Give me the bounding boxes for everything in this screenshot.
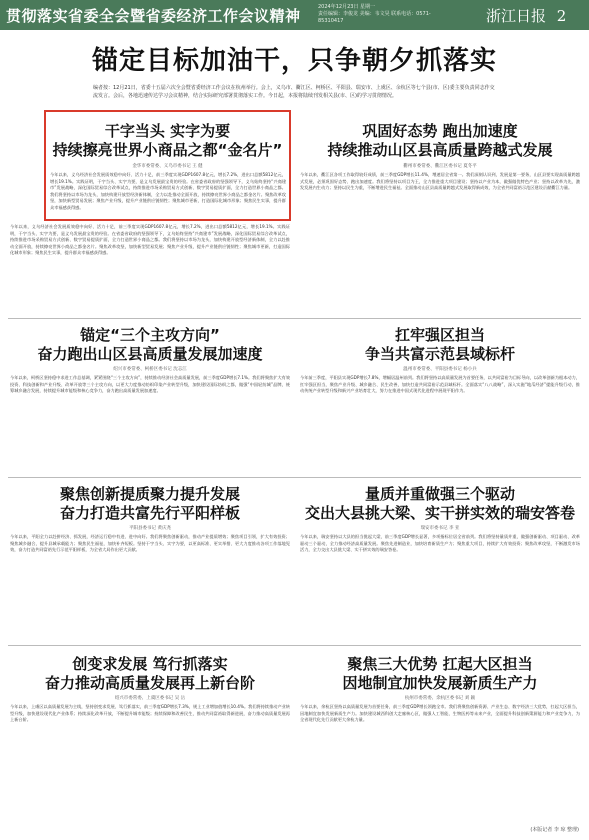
article-yiwu-body-cont: 今年以来，义乌经济社会发展质效稳中向好、活力十足，前三季度实现GDP1607.8亿元，增长7.2%，进出口总额5812亿元，增长19.1%。实践证明，干字当头、实字为要，是义乌发展最宝贵的经验。在省委省政府的坚强领导下，义乌始终坚持“兴商建市”发展战略，深化国际贸易综合改革试点，持续推进市场采购贸易方式创新、数字贸易提质扩面，全力打造世界小商品之都。我们将坚持以市场为龙头，加快构建开放型经济新体制，全力以赴推动全面开放，持续擦亮世界小商品之都金名片。聚焦改革攻坚，加快新型贸易发展；聚焦产业升级，提升产业链供应链韧性；聚焦城市更新，打造国际化城市形象；聚焦民生实事，提升群众幸福感获得感。 xyxy=(10,224,290,256)
article-qujiang-body: 今年以来，衢江区各项工作取得较好成绩，前三季度GDP增长11.4%，增速居全省第一。我们深刻认识到，发展是第一要务，山区县要实现高质量跨越式发展，必须巩固好态势、跑出加速度。我们将坚持以项目为王，全力推进重大项目建设；坚持以产业为本，做强做优特色产业；坚持以改革为先，激发发展内生动力；坚持以民生为重，不断增进民生福祉。全面推动山区县高质量跨越式发展取得新成效，为全省共同富裕示范区建设贡献衢江力量。 xyxy=(300,172,580,191)
page-meta xyxy=(318,4,436,25)
article-shangyu-district-body: 今年以来，上虞区以高质量发展为主线，坚持创变求发展、笃行抓落实，前三季度GDP增长7.3%，规上工业增加值增长10.4%。我们将持续推动产业转型升级，加快建设现代化产业体系；持续深化改革开放，不断提升城市能级；持续保障和改善民生，推动共同富裕取得新进展，奋力推动高质量发展再上新台阶。 xyxy=(10,704,290,723)
title-line-1: 锚定“三个主攻方向” xyxy=(80,326,220,344)
section-banner: 贯彻落实省委全会暨省委经济工作会议精神 xyxy=(6,7,301,25)
divider xyxy=(8,318,581,319)
article-shangyu-title[interactable] xyxy=(300,485,580,523)
article-keqiao-body: 今年以来，柯桥区坚持稳中求进工作总基调，紧紧围绕“三个主攻方向”，持续推动经济社会高质量发展，前三季度GDP增长7.1%。我们将聚焦扩大有效投资、科技创新和产业升级、改革开放等三个主攻方向，以更大力度推动纺织印染产业转型升级，加快建设国际纺织之都，做强“中国轻纺城”品牌，统筹城乡融合发展，持续提升城市能级和核心竞争力，奋力跑出高质量发展加速度。 xyxy=(10,375,290,394)
compiler-note: (本版记者 李 琼 整理) xyxy=(530,827,579,833)
page-title: 锚定目标加油干，只争朝夕抓落实 xyxy=(91,46,497,76)
divider xyxy=(8,477,581,478)
title-line-2: 奋力跑出山区县高质量发展加速度 xyxy=(37,345,263,363)
article-pingyang-title[interactable] xyxy=(300,326,580,364)
divider xyxy=(8,645,581,646)
title-line-2: 持续推动山区县高质量跨越式发展 xyxy=(327,141,553,159)
article-keqiao-title[interactable] xyxy=(10,326,290,364)
title-line-2: 持续擦亮世界小商品之都“金名片” xyxy=(52,141,283,159)
article-qujiang-title[interactable] xyxy=(300,122,580,160)
title-line-1: 创变求发展 笃行抓落实 xyxy=(72,655,228,673)
article-pingyang-byline: 温州市委常委、平阳县委书记 杨小兵 xyxy=(403,367,477,372)
page-number: 2 xyxy=(556,7,567,25)
article-yuhang-title[interactable] xyxy=(300,655,580,693)
page-header xyxy=(0,0,589,30)
title-line-1: 聚焦三大优势 扛起大区担当 xyxy=(347,655,533,673)
article-ruian-title[interactable] xyxy=(10,485,290,523)
article-yuhang-byline: 杭州市委常委、余杭区委书记 刘 颖 xyxy=(404,696,476,701)
title-line-2: 奋力打造共富先行平阳样板 xyxy=(59,504,240,522)
article-shangyu-byline: 瑞安市委书记 李 亚 xyxy=(420,526,460,531)
article-keqiao-byline: 绍兴市委常委、柯桥区委书记 沈志江 xyxy=(113,367,187,372)
article-shangyu-body: 今年以来，瑞安坚持以大县的担当挑起大梁，前三季度GDP增长显著，多项指标位居全省前列。我们将坚持量质并重，做强创新驱动、项目驱动、改革驱动三个驱动，全力推动经济高质量发展。聚焦先进制造业，加快培育新质生产力；聚焦重大项目，持续扩大有效投资；聚焦改革攻坚，不断激发市场活力，全力交出大县挑大梁、实干拼实效的瑞安答卷。 xyxy=(300,534,580,553)
title-line-1: 巩固好态势 跑出加速度 xyxy=(362,122,518,140)
article-yiwu-byline: 金华市委常委、义乌市委书记 王 健 xyxy=(132,164,203,169)
article-pingyang-body: 今年前三季度，平阳县实现GDP增长7.8%，增幅居温州前列。我们将坚持以高质量发展为首要任务，以共同富裕为目标导向，以改革创新为根本动力，扛牢强区担当，聚焦产业升级、城乡融合、民生改善，加快打造共同富裕示范县域标杆。全面落实“八八战略”，深入实施“地瓜经济”提能升级行动，推动传统产业转型升级和新兴产业培育壮大，努力在推进中国式现代化进程中展现平阳作为。 xyxy=(300,375,580,394)
title-line-2: 争当共富示范县域标杆 xyxy=(364,345,515,363)
title-line-1: 扛牢强区担当 xyxy=(394,326,485,344)
title-line-2: 奋力推动高质量发展再上新台阶 xyxy=(44,674,255,692)
article-shangyu-district-title[interactable] xyxy=(10,655,290,693)
article-ruian-body: 今年以来，平阳全力以赴拼经济、抓发展，经济运行稳中有进、进中向好。我们将聚焦创新驱动，推动产业提质增效；聚焦项目引领，扩大有效投资；聚焦城乡融合，提升县城承载能力；聚焦民生福祉，加快补齐短板。坚持干字当头、实字为要，以更高标准、更实举措、更大力度推动各项工作落地见效，奋力打造共同富裕先行示范平阳样板，为全省大局作出更大贡献。 xyxy=(10,534,290,553)
date-line: 2024年12月23日 星期一 xyxy=(318,4,376,10)
editor-note: 编者按：12月21日，省委十五届六次全会暨省委经济工作会议在杭州举行。会上，义乌市、衢江区、柯桥区、平阳县、瑞安市、上虞区、余杭区等七个县(市、区)委主要负责同志作交流发言。会后，各地迅速传达学习会议精神，结合实际研究部署贯彻落实工作。今日起，本报将陆续刊发相关县(市、区)的学习贯彻情况。 xyxy=(93,85,495,99)
title-line-2: 因地制宜加快发展新质生产力 xyxy=(342,674,538,692)
article-ruian-byline: 平阳县委书记 黄庆尧 xyxy=(129,526,171,531)
article-yiwu-body: 今年以来，义乌经济社会发展质效稳中向好、活力十足，前三季度实现GDP1607.8亿元，增长7.2%，进出口总额5812亿元，增长19.1%。实践证明，干字当头、实字为要，是义乌发展最宝贵的经验。在省委省政府的坚强领导下，义乌始终坚持“兴商建市”发展战略，深化国际贸易综合改革试点，持续推进市场采购贸易方式创新、数字贸易提质扩面，全力打造世界小商品之都。我们将坚持以市场为龙头，加快构建开放型经济新体制，全力以赴推动全面开放，持续擦亮世界小商品之都金名片。聚焦改革攻坚，加快新型贸易发展；聚焦产业升级，提升产业链供应链韧性；聚焦城市更新，打造国际化城市形象；聚焦民生实事，提升群众幸福感获得感。 xyxy=(50,172,286,210)
editors-line: 责任编辑：李俊龙 美编：韦文昊 联系电话：0571-85310417 xyxy=(318,11,431,24)
article-qujiang-byline: 衢州市委常委、衢江区委书记 夏冬平 xyxy=(403,164,477,169)
title-line-1: 干字当头 实字为要 xyxy=(104,122,231,140)
article-yiwu-title[interactable] xyxy=(46,122,289,160)
title-line-1: 聚焦创新提质聚力提升发展 xyxy=(59,485,240,503)
article-yuhang-body: 今年以来，余杭区坚持以高质量发展为首要任务，前三季度GDP增长领跑全市。我们将聚焦创新资源、产业生态、数字经济三大优势，扛起大区担当，因地制宜加快发展新质生产力。加快建设城西科创大走廊核心区，做强人工智能、生物医药等未来产业，全面提升科技创新策源能力和产业竞争力，为全省现代化先行贡献更大余杭力量。 xyxy=(300,704,580,723)
article-shangyu-district-byline: 绍兴市委常委、上虞区委书记 吴 岳 xyxy=(114,696,186,701)
title-line-1: 量质并重做强三个驱动 xyxy=(364,485,515,503)
paper-name: 浙江日报 xyxy=(486,7,547,25)
newspaper-name xyxy=(486,5,566,26)
title-line-2: 交出大县挑大梁、实干拼实效的瑞安答卷 xyxy=(304,504,575,522)
